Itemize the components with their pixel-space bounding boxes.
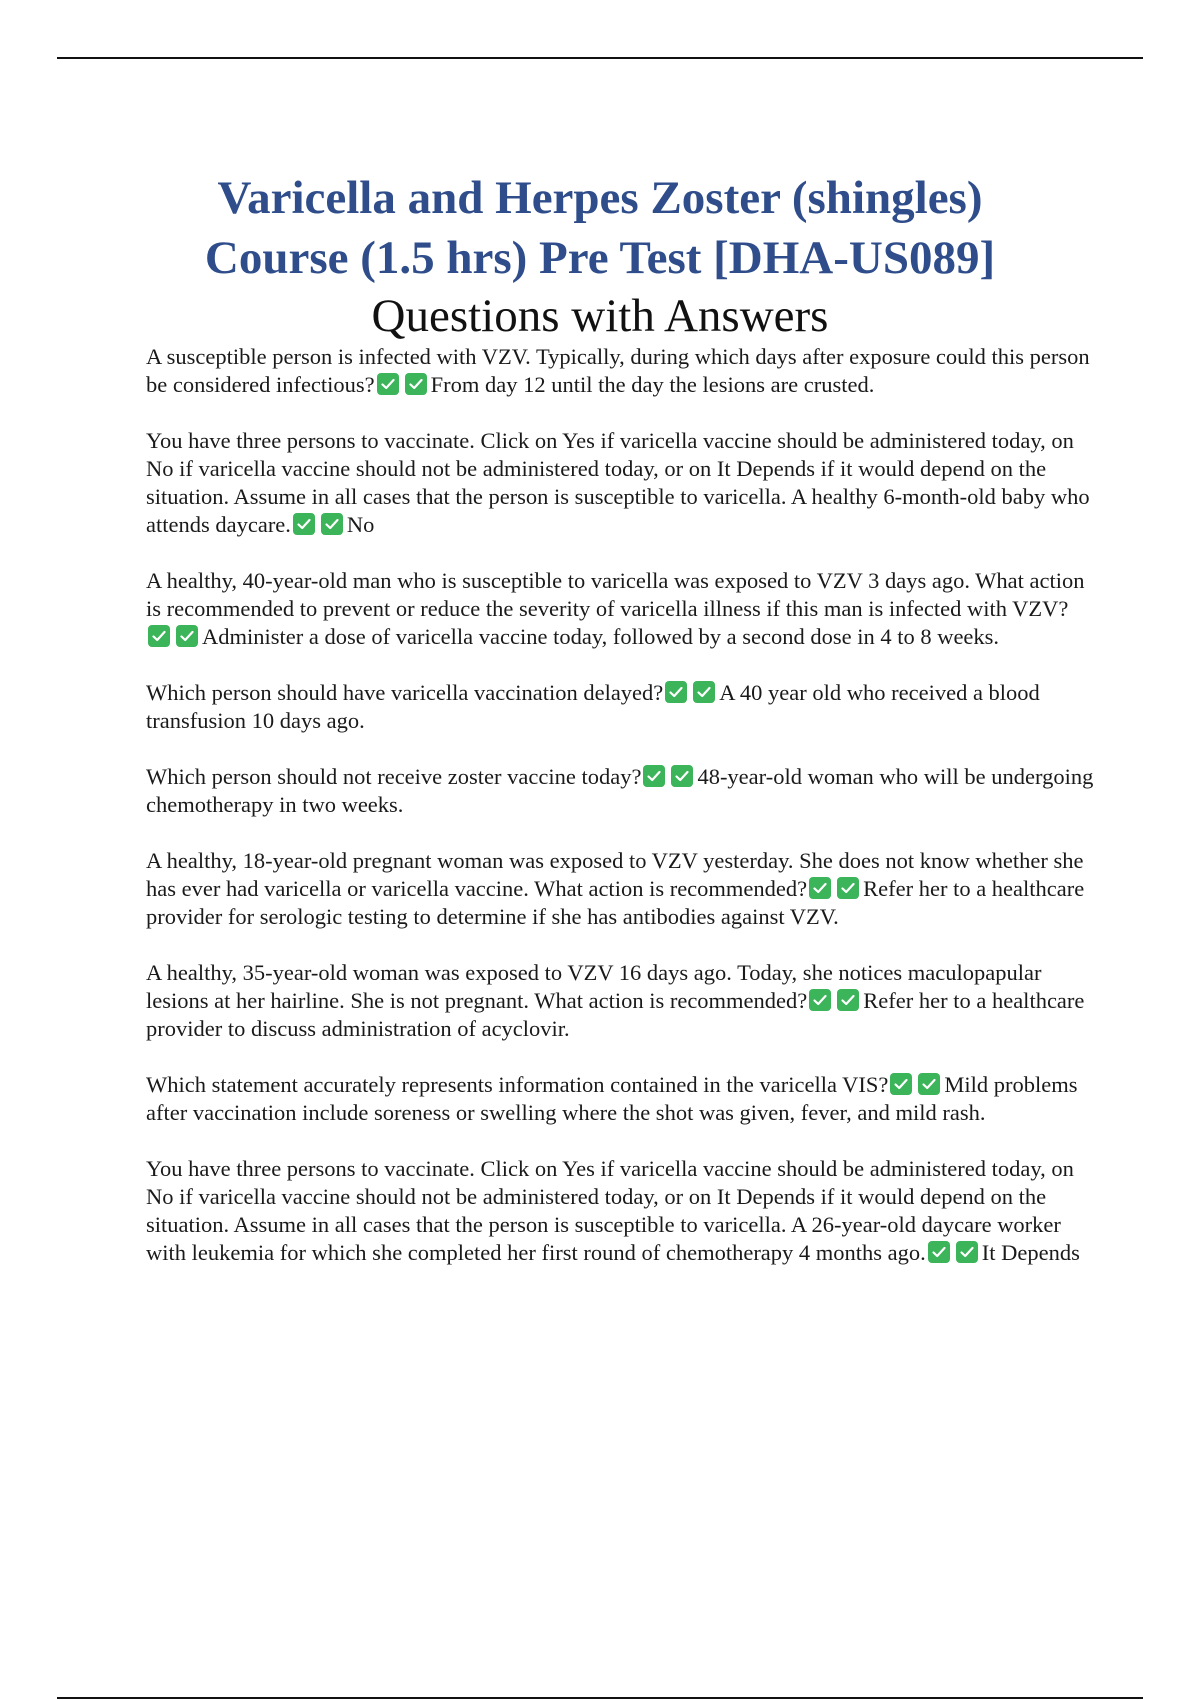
title-line-1: Varicella and Herpes Zoster (shingles): [217, 172, 983, 224]
title-line-2: Course (1.5 hrs) Pre Test [DHA-US089]: [204, 232, 996, 284]
check-icon: [293, 513, 315, 535]
qa-item: [146, 343, 1096, 399]
title-block: [100, 168, 1100, 344]
answer-text: Mild problems after vaccination include soreness or swelling where the shot was given, fever, and mild rash.: [146, 1072, 1078, 1125]
question-text: A healthy, 40-year-old man who is susceptible to varicella was exposed to VZV 3 days ago. What action is recommended to prevent or reduce the severity of varicella illness if this man is infected with VZV?: [146, 568, 1085, 621]
check-icon: [405, 373, 427, 395]
check-icon: [665, 681, 687, 703]
qa-item: [146, 1155, 1096, 1267]
qa-item: [146, 1071, 1096, 1127]
question-text: A susceptible person is infected with VZV. Typically, during which days after exposure could this person be considered infectious?: [146, 344, 1090, 397]
check-icon: [890, 1073, 912, 1095]
qa-item: [146, 567, 1096, 651]
qa-item: [146, 679, 1096, 735]
check-icon: [176, 625, 198, 647]
check-icon: [148, 625, 170, 647]
qa-item: [146, 847, 1096, 931]
check-icon: [809, 989, 831, 1011]
answer-text: It Depends: [981, 1240, 1080, 1265]
qa-item: [146, 959, 1096, 1043]
question-text: Which person should have varicella vaccination delayed?: [146, 680, 664, 705]
check-icon: [837, 989, 859, 1011]
question-text: Which statement accurately represents information contained in the varicella VIS?: [146, 1072, 889, 1097]
page-title: [100, 168, 1100, 288]
answer-text: No: [346, 512, 375, 537]
check-icon: [918, 1073, 940, 1095]
question-text: Which person should not receive zoster vaccine today?: [146, 764, 642, 789]
check-icon: [837, 877, 859, 899]
question-text: You have three persons to vaccinate. Click on Yes if varicella vaccine should be administered today, on No if varicella vaccine should not be administered today, or on It Depends if it would depend on the situation. Assume in all cases that the person is susceptible to varicella. A healthy 6-month-old baby who attends daycare.: [146, 428, 1090, 537]
bottom-rule: [57, 1697, 1143, 1699]
answer-text: Administer a dose of varicella vaccine today, followed by a second dose in 4 to 8 weeks.: [202, 624, 1000, 649]
answer-text: Refer her to a healthcare provider for serologic testing to determine if she has antibodies against VZV.: [146, 876, 1085, 929]
question-text: A healthy, 18-year-old pregnant woman was exposed to VZV yesterday. She does not know whether she has ever had varicella or varicella vaccine. What action is recommended?: [146, 848, 1084, 901]
check-icon: [377, 373, 399, 395]
page-subtitle: Questions with Answers: [371, 290, 829, 342]
answer-text: Refer her to a healthcare provider to discuss administration of acyclovir.: [146, 988, 1085, 1041]
qa-item: [146, 427, 1096, 539]
question-text: You have three persons to vaccinate. Click on Yes if varicella vaccine should be administered today, on No if varicella vaccine should not be administered today, or on It Depends if it would depend on the situation. Assume in all cases that the person is susceptible to varicella. A 26-year-old daycare worker with leukemia for which she completed her first round of chemotherapy 4 months ago.: [146, 1156, 1074, 1265]
answer-text: From day 12 until the day the lesions are crusted.: [430, 372, 875, 397]
question-text: A healthy, 35-year-old woman was exposed to VZV 16 days ago. Today, she notices maculopapular lesions at her hairline. She is not pregnant. What action is recommended?: [146, 960, 1042, 1013]
answer-text: 48-year-old woman who will be undergoing chemotherapy in two weeks.: [146, 764, 1094, 817]
check-icon: [956, 1241, 978, 1263]
qa-item: [146, 763, 1096, 819]
check-icon: [643, 765, 665, 787]
top-rule: [57, 57, 1143, 59]
check-icon: [809, 877, 831, 899]
check-icon: [693, 681, 715, 703]
check-icon: [671, 765, 693, 787]
answer-text: A 40 year old who received a blood transfusion 10 days ago.: [146, 680, 1040, 733]
check-icon: [928, 1241, 950, 1263]
check-icon: [321, 513, 343, 535]
qa-list: [146, 343, 1096, 1295]
